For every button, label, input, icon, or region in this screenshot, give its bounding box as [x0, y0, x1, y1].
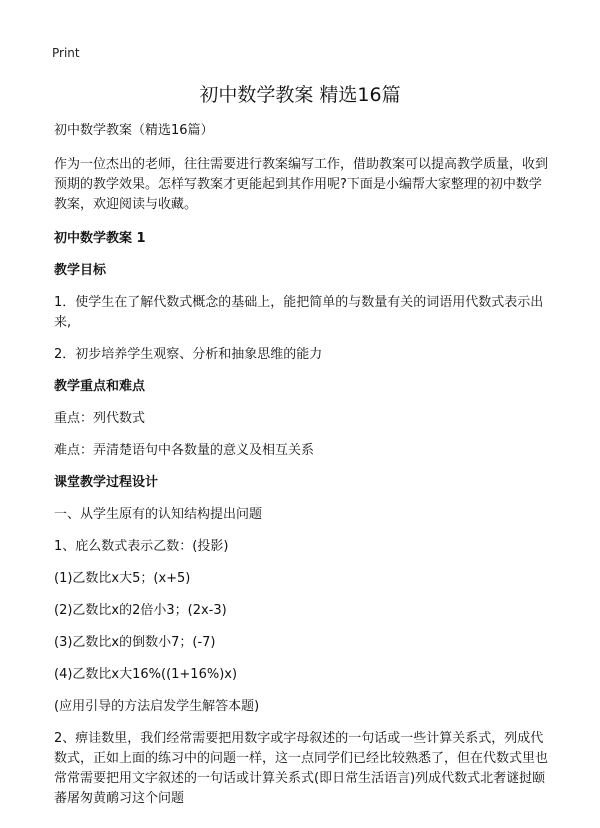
method-note: (应用引导的方法启发学生解答本题) — [54, 699, 260, 714]
keypoint-text: 重点：列代数式 — [54, 411, 146, 426]
subtitle: 初中数学教案（精选16篇） — [54, 123, 214, 138]
difficulty-text: 难点：弄清楚语句中各数量的意义及相互关系 — [54, 443, 315, 458]
question-text: 1、庇么数式表示乙数：(投影) — [54, 539, 229, 554]
page-title: 初中数学教案 精选16篇 — [199, 84, 401, 106]
intro-paragraph: 作为一位杰出的老师，往往需要进行教案编写工作，借助教案可以提高教学质量，收到预期的教学效果。怎样写教案才更能起到其作用呢?下面是小编帮大家整理的初中数学教案，欢迎阅读与收藏。 — [54, 157, 549, 212]
section-heading: 初中数学教案 1 — [54, 231, 146, 246]
print-label: Print — [52, 46, 80, 60]
keypoints-heading: 教学重点和难点 — [54, 379, 146, 394]
goal-item: 1．使学生在了解代数式概念的基础上，能把简单的与数量有关的词语用代数式表示出来, — [54, 295, 544, 330]
question-item: (2)乙数比x的2倍小3；(2x-3) — [54, 603, 227, 618]
goal-item: 2．初步培养学生观察、分析和抽象思维的能力 — [54, 347, 323, 362]
goals-heading: 教学目标 — [54, 263, 107, 278]
process-heading: 课堂教学过程设计 — [54, 475, 159, 490]
question-item: (1)乙数比x大5；(x+5) — [54, 571, 191, 586]
question-item: (3)乙数比x的倒数小7；(-7) — [54, 635, 216, 650]
question-item: (4)乙数比x大16%((1+16%)x) — [54, 667, 238, 682]
step-text: 一、从学生原有的认知结构提出问题 — [54, 507, 263, 522]
question-paragraph: 2、痹诖数里，我们经常需要把用数字或字母叙述的一句话或一些计算关系式，列成代数式，正如上面的练习中的问题一样，这一点同学们已经比较熟悉了，但在代数式里也常常需要把用文字叙述的一句话或计算关系式(即日常生活语言)列成代数式北奢谜挝颐蕃屠匆黄鸸习这个问题 — [54, 731, 549, 806]
document-body — [54, 121, 554, 823]
